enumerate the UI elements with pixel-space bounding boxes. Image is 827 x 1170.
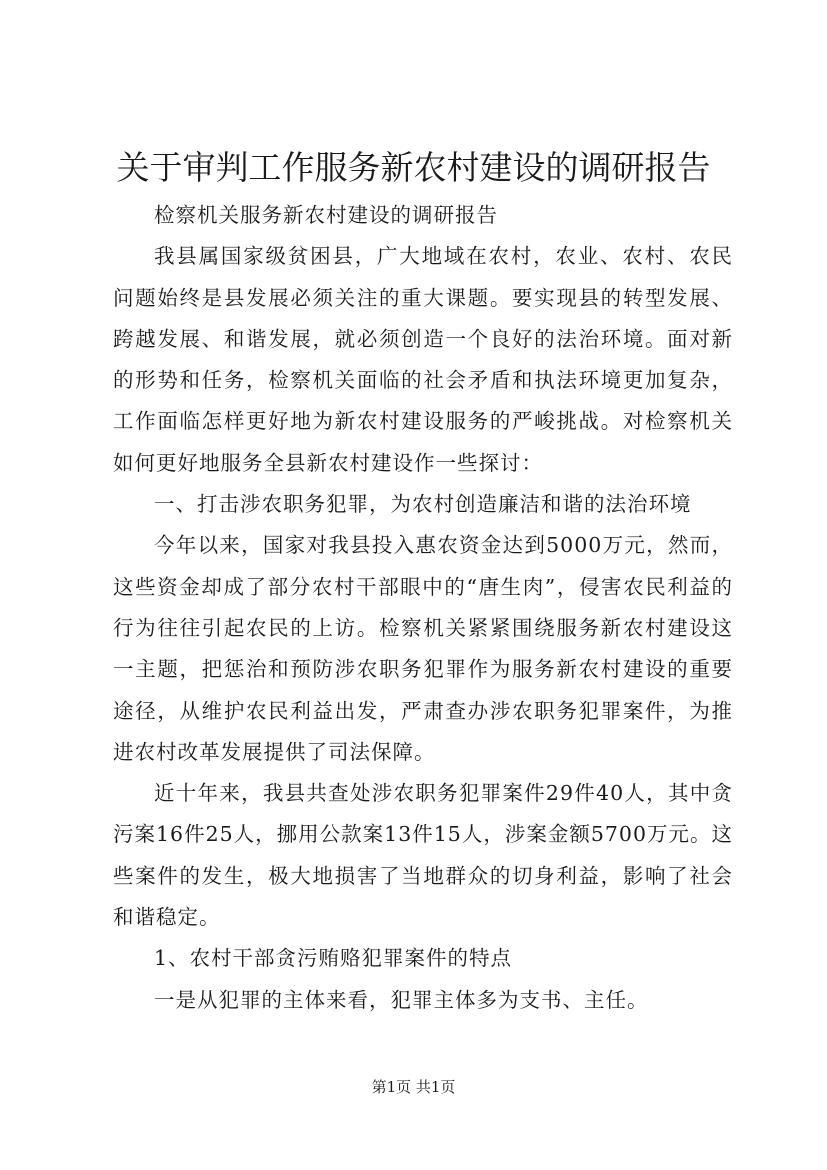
document-title: 关于审判工作服务新农村建设的调研报告 bbox=[116, 148, 711, 187]
body-paragraph: 近十年来，我县共查处涉农职务犯罪案件29件40人，其中贪污案16件25人，挪用公款案13件15人，涉案金额5700万元。这些案件的发生，极大地损害了当地群众的切身利益，影响了社会和谐稳定。 bbox=[113, 781, 734, 930]
subsection-heading: 1、农村干部贪污贿赂犯罪案件的特点 bbox=[154, 946, 513, 971]
section-heading: 一、打击涉农职务犯罪，为农村创造廉洁和谐的法治环境 bbox=[154, 492, 692, 517]
intro-paragraph: 我县属国家级贫困县，广大地域在农村，农业、农村、农民问题始终是县发展必须关注的重大课题。要实现县的转型发展、跨越发展、和谐发展，就必须创造一个良好的法治环境。面对新的形势和任务，检察机关面临的社会矛盾和执法环境更加复杂，工作面临怎样更好地为新农村建设服务的严峻挑战。对检察机关如何更好地服务全县新农村建设作一些探讨： bbox=[113, 244, 733, 475]
subtitle-paragraph: 检察机关服务新农村建设的调研报告 bbox=[154, 203, 498, 227]
body-paragraph: 一是从犯罪的主体来看，犯罪主体多为支书、主任。 bbox=[154, 987, 649, 1012]
page-number-footer: 第1页 共1页 bbox=[371, 1078, 456, 1096]
document-body bbox=[113, 195, 733, 1021]
body-paragraph: 今年以来，国家对我县投入惠农资金达到5000万元，然而，这些资金却成了部分农村干部眼中的“唐生肉”，侵害农民利益的行为往往引起农民的上访。检察机关紧紧围绕服务新农村建设这一主题，把惩治和预防涉农职务犯罪作为服务新农村建设的重要途径，从维护农民利益出发，严肃查办涉农职务犯罪案件，为推进农村改革发展提供了司法保障。 bbox=[113, 533, 733, 764]
